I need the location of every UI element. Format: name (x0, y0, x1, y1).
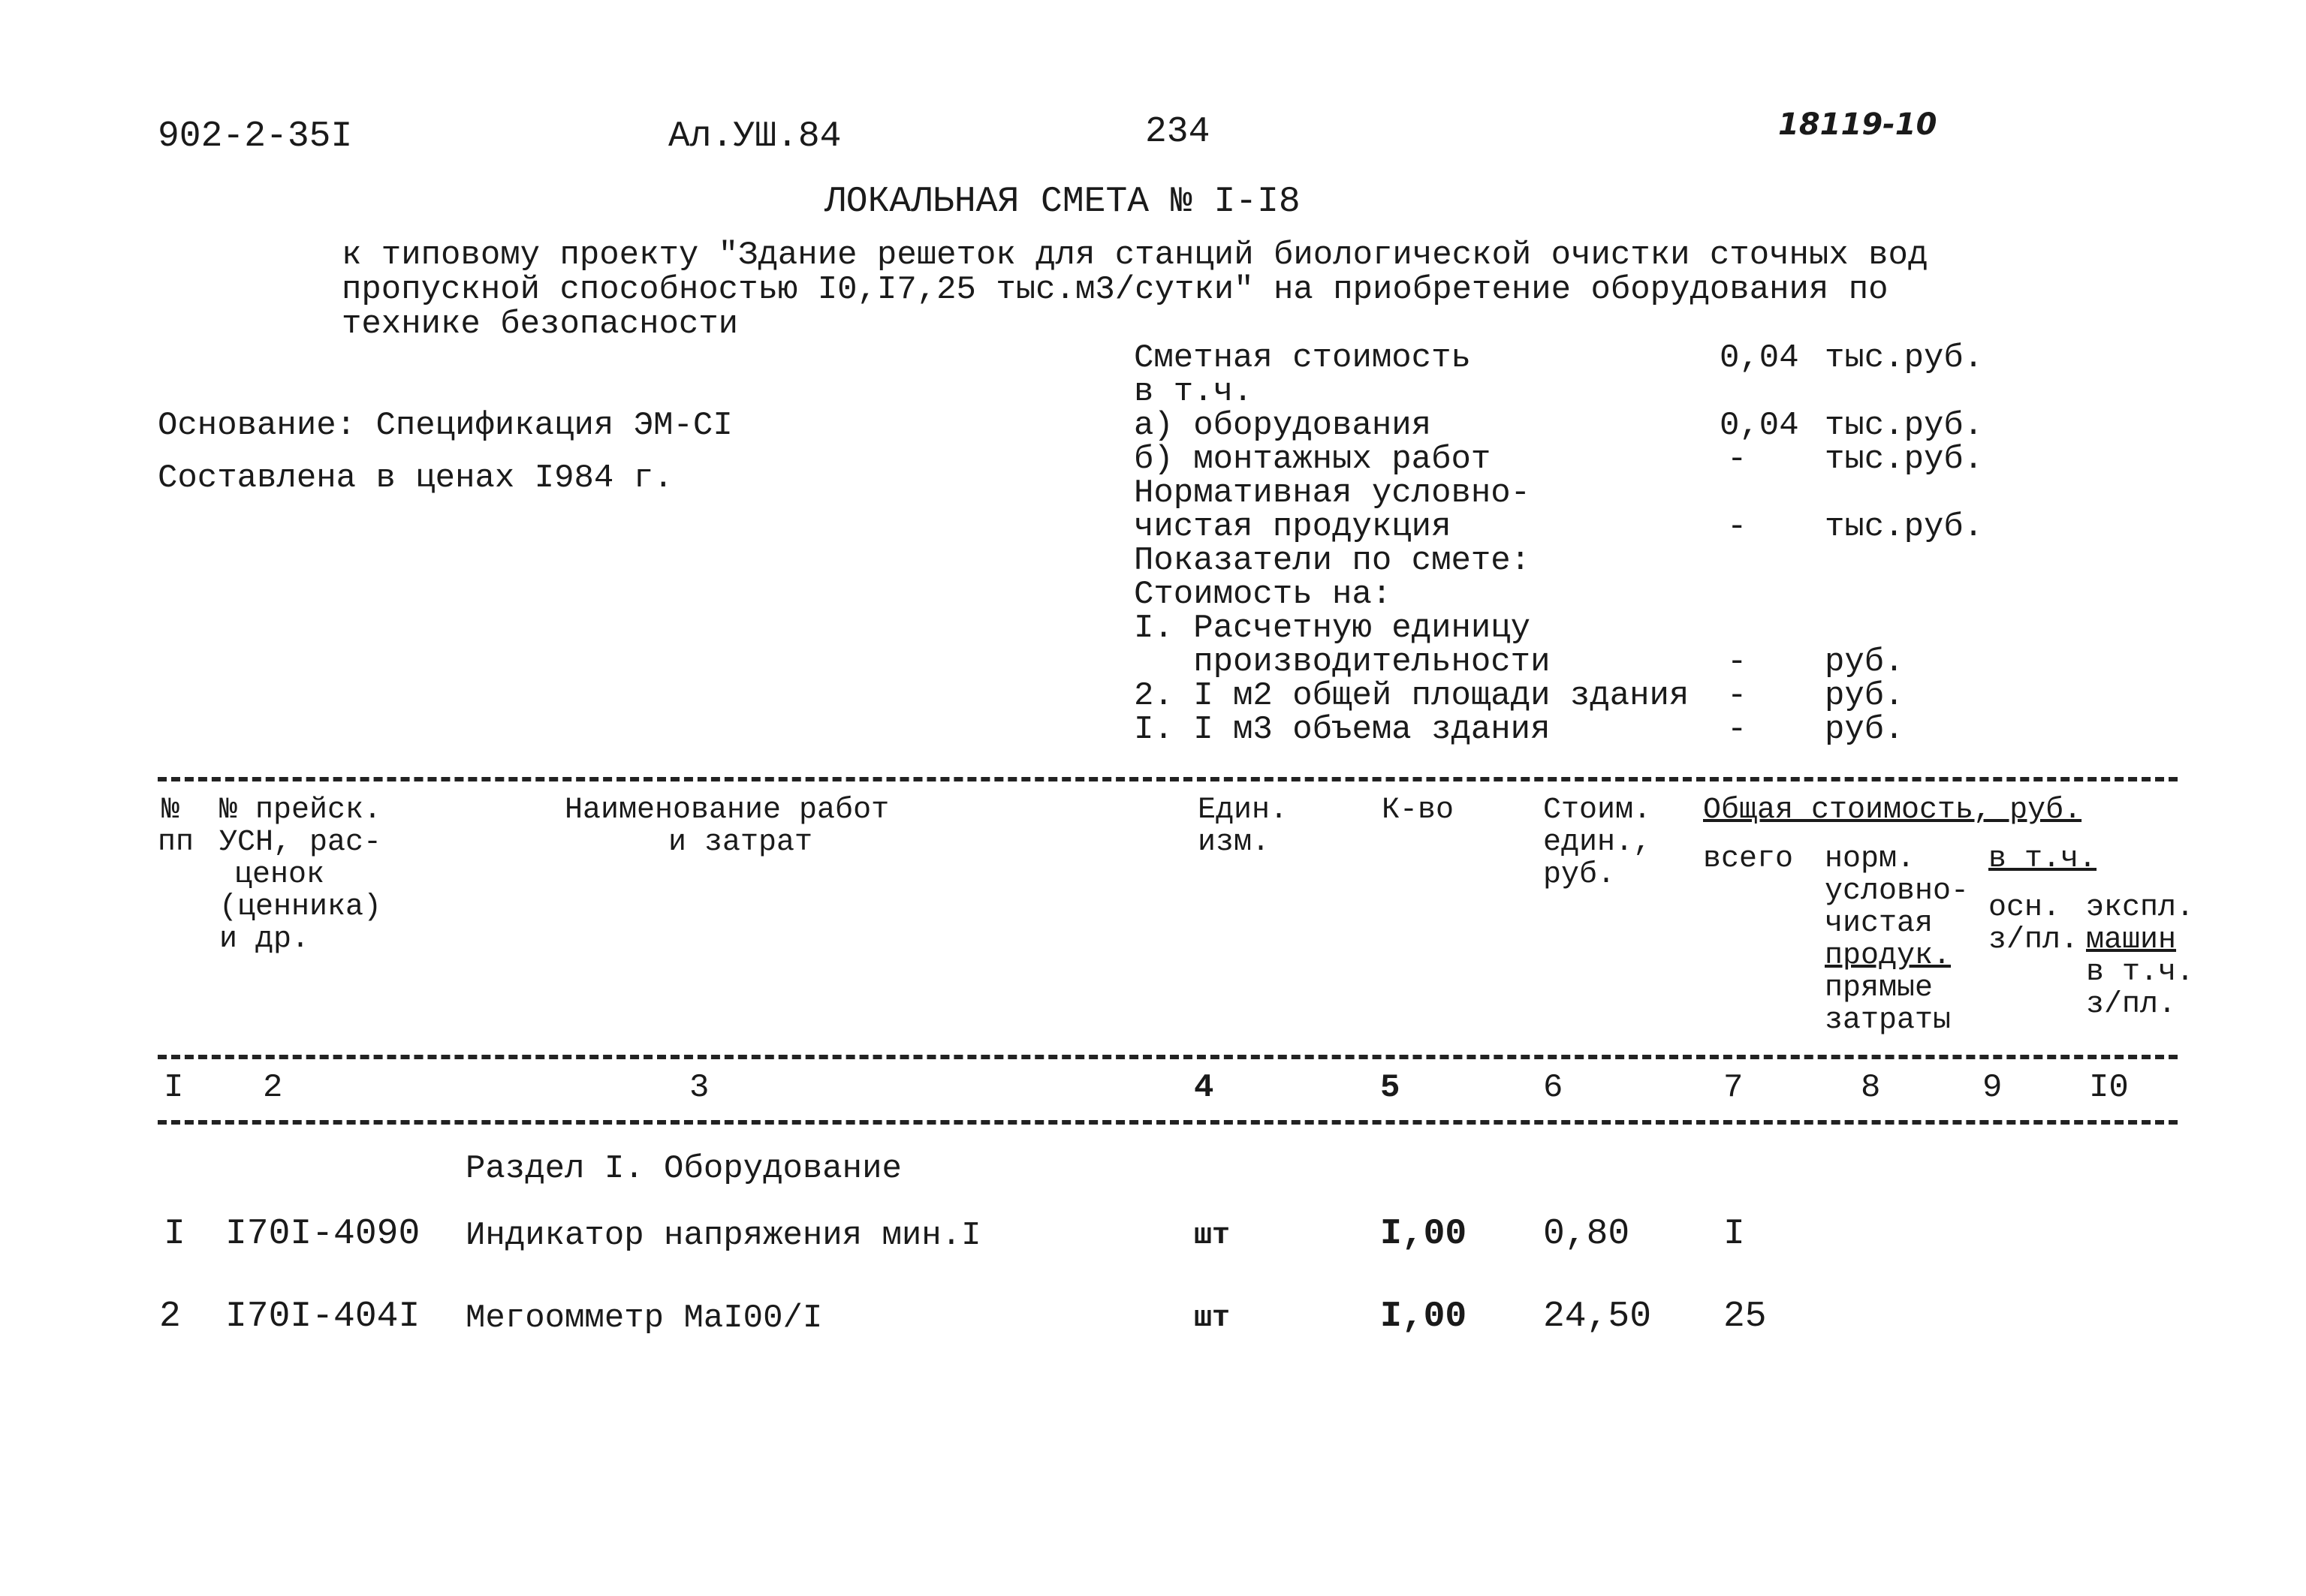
summary-value: - (1727, 677, 1747, 715)
row-number: I (164, 1214, 185, 1254)
summary-label: Сметная стоимость (1134, 339, 1471, 377)
row-price: 0,80 (1543, 1214, 1630, 1254)
col9-header: з/пл. (1988, 923, 2079, 957)
header-bottom-rule (158, 1055, 2178, 1059)
column-number: 7 (1723, 1069, 1744, 1107)
row-total: I (1723, 1214, 1745, 1254)
column-number: 5 (1380, 1069, 1400, 1107)
row-unit: шт (1194, 1302, 1231, 1336)
column-number: I0 (2089, 1069, 2129, 1107)
subtitle-line: технике безопасности (342, 306, 739, 343)
col8-header: продук. (1825, 939, 1952, 973)
subtitle-line: пропускной способностью I0,I7,25 тыс.м3/сутки" на приобретение оборудования по (342, 271, 1889, 309)
col6-header: един., (1543, 826, 1652, 860)
column-number: 4 (1194, 1069, 1214, 1107)
col10-header: машин (2086, 923, 2177, 957)
summary-label: производительности (1134, 643, 1551, 681)
basis: Основание: Спецификация ЭМ-CI (158, 407, 733, 444)
handwritten-stamp: 18119-10 (1778, 107, 1937, 142)
page-number: 234 (1145, 112, 1210, 152)
row-number: 2 (159, 1296, 181, 1337)
col10-header: экспл. (2086, 891, 2195, 925)
col1-header: № (161, 793, 180, 827)
column-number: 3 (689, 1069, 710, 1107)
column-number: 8 (1861, 1069, 1881, 1107)
summary-label: I. Расчетную единицу (1134, 610, 1531, 647)
summary-label: 2. I м2 общей площади здания (1134, 677, 1690, 715)
col2-header: и др. (219, 923, 310, 956)
col8-header: затраты (1825, 1004, 1952, 1037)
summary-unit: тыс.руб. (1825, 508, 1984, 546)
summary-label: Показатели по смете: (1134, 542, 1531, 580)
summary-label: Стоимость на: (1134, 576, 1392, 613)
summary-unit: тыс.руб. (1825, 339, 1984, 377)
summary-label: Нормативная условно- (1134, 474, 1531, 512)
column-numbers-rule (158, 1120, 2178, 1125)
row-name: Индикатор напряжения мин.I (466, 1217, 981, 1254)
summary-unit: тыс.руб. (1825, 407, 1984, 444)
row-qty: I,00 (1380, 1296, 1467, 1337)
subtitle-line: к типовому проекту "Здание решеток для станций биологической очистки сточных вод (342, 236, 1928, 274)
summary-value: - (1727, 711, 1747, 748)
table-top-rule (158, 777, 2178, 781)
col4-header: Един. (1198, 793, 1289, 827)
column-number: 9 (1982, 1069, 2003, 1107)
column-number: 6 (1543, 1069, 1563, 1107)
col2-header: № прейск. (219, 793, 382, 827)
row-name: Мегоомметр МаI00/I (466, 1299, 823, 1337)
col10-header: з/пл. (2086, 988, 2177, 1022)
document-title: ЛОКАЛЬНАЯ СМЕТА № I-I8 (824, 182, 1301, 222)
document-code: 902-2-35I (158, 116, 353, 157)
col8-header: условно- (1825, 875, 1970, 908)
col2-header: (ценника) (219, 890, 382, 924)
summary-unit: руб. (1825, 643, 1904, 681)
row-total: 25 (1723, 1296, 1767, 1337)
summary-label: а) оборудования (1134, 407, 1432, 444)
row-unit: шт (1194, 1219, 1231, 1253)
summary-label: б) монтажных работ (1134, 441, 1491, 478)
summary-value: - (1727, 441, 1747, 478)
section-title: Раздел I. Оборудование (466, 1150, 902, 1188)
row-qty: I,00 (1380, 1214, 1467, 1254)
album-number: Ал.УШ.84 (668, 116, 842, 157)
summary-unit: руб. (1825, 711, 1904, 748)
summary-value: 0,04 (1720, 407, 1799, 444)
row-code: I70I-404I (225, 1296, 421, 1337)
col8-header: прямые (1825, 971, 1934, 1005)
total-cost-header: Общая стоимость, руб. (1703, 793, 2082, 827)
column-number: I (164, 1069, 184, 1107)
row-code: I70I-4090 (225, 1214, 421, 1254)
summary-value: - (1727, 508, 1747, 546)
col2-header: ценок (234, 858, 325, 892)
col1-header: пп (158, 826, 194, 860)
col6-header: Стоим. (1543, 793, 1652, 827)
summary-label: в т.ч. (1134, 373, 1253, 411)
summary-label: I. I м3 объема здания (1134, 711, 1551, 748)
col2-header: УСН, рас- (219, 826, 382, 860)
summary-unit: тыс.руб. (1825, 441, 1984, 478)
summary-value: 0,04 (1720, 339, 1799, 377)
summary-label: чистая продукция (1134, 508, 1451, 546)
col10-header: в т.ч. (2086, 956, 2195, 989)
row-price: 24,50 (1543, 1296, 1652, 1337)
col7-header: всего (1703, 842, 1794, 876)
prices-year: Составлена в ценах I984 г. (158, 459, 674, 497)
summary-unit: руб. (1825, 677, 1904, 715)
col9-header: осн. (1988, 891, 2061, 925)
col3-header: Наименование работ (565, 793, 890, 827)
column-number: 2 (263, 1069, 283, 1107)
col4-header: изм. (1198, 826, 1271, 860)
col6-header: руб. (1543, 858, 1616, 892)
col3-header: и затрат (668, 826, 813, 860)
col5-header: К-во (1382, 793, 1454, 827)
incl-header: в т.ч. (1988, 842, 2097, 876)
col8-header: чистая (1825, 907, 1934, 941)
summary-value: - (1727, 643, 1747, 681)
col8-header: норм. (1825, 842, 1916, 876)
